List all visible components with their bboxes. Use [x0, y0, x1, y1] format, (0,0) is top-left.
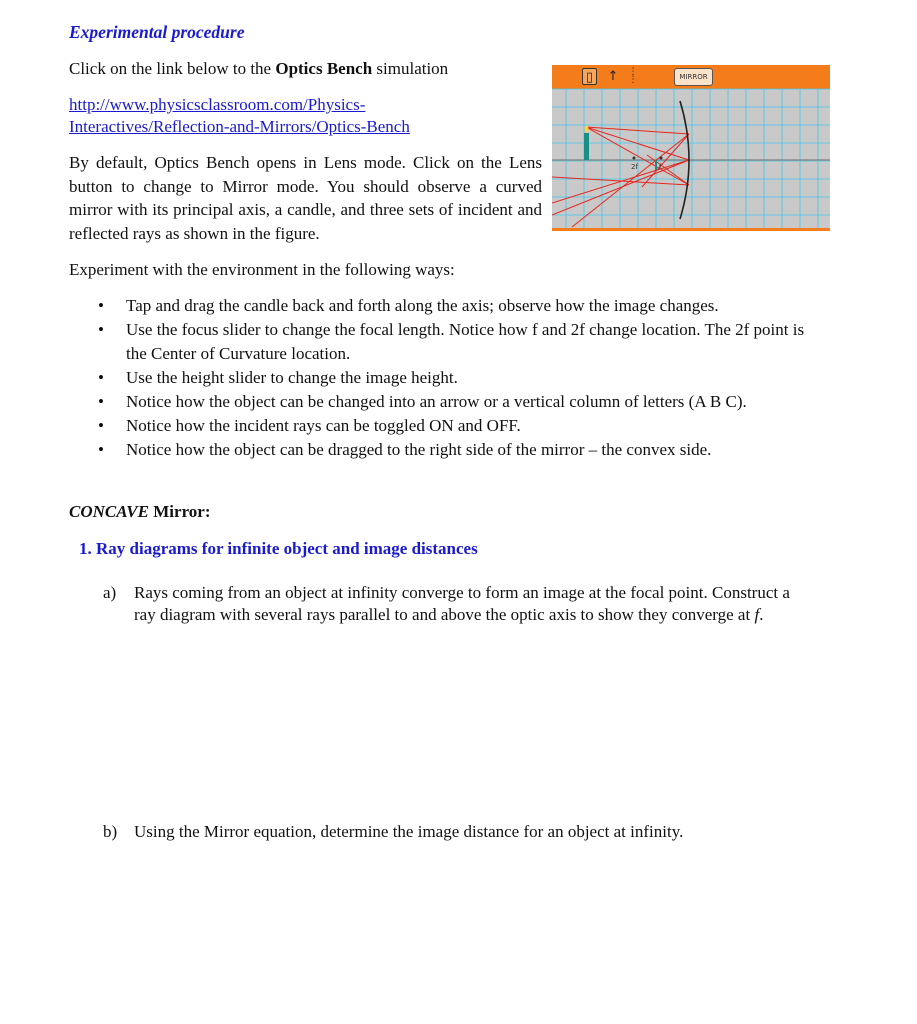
- simulation-link[interactable]: [69, 94, 410, 138]
- experiment-list: [95, 294, 815, 462]
- list-item: [95, 366, 815, 390]
- intro-suffix: simulation: [372, 59, 449, 78]
- question-a-label: a): [103, 583, 117, 602]
- 2f-label: 2f: [631, 163, 638, 171]
- list-item: [95, 414, 815, 438]
- simulation-link-line1[interactable]: http://www.physicsclassroom.com/Physics-: [69, 95, 366, 114]
- mirror-mode-button[interactable]: MIRROR: [674, 68, 713, 86]
- letters-object-icon[interactable]: ⋮ ⋮: [628, 67, 638, 85]
- rays: [552, 127, 689, 227]
- list-item-text: Notice how the object can be dragged to the right side of the mirror – the convex side.: [126, 440, 712, 459]
- list-item-text: Tap and drag the candle back and forth along the axis; observe how the image changes.: [126, 296, 719, 315]
- question-b-label: b): [103, 822, 118, 841]
- question-a-text: [134, 582, 803, 626]
- question-b-text: Using the Mirror equation, determine the image distance for an object at infinity.: [134, 822, 684, 841]
- bullet-icon: •: [98, 440, 104, 459]
- question-a: [103, 582, 803, 626]
- list-item-text: Notice how the incident rays can be toggled ON and OFF.: [126, 416, 521, 435]
- bullet-icon: •: [98, 368, 104, 387]
- concave-rest: Mirror:: [149, 502, 211, 521]
- list-item: [95, 390, 815, 414]
- list-item: [95, 438, 815, 462]
- simulation-link-line2[interactable]: Interactives/Reflection-and-Mirrors/Optics-Bench: [69, 117, 410, 136]
- arrow-object-icon[interactable]: ↑: [607, 69, 619, 84]
- question-a-text-main: Rays coming from an object at infinity converge to form an image at the focal point. Construct a ray diagram with several rays parallel to and above the optic axis to show they converge at: [134, 583, 790, 624]
- question-a-f: f: [754, 605, 760, 624]
- 2f-point: [633, 157, 636, 160]
- optics-bench-label: Optics Bench: [275, 59, 373, 78]
- concave-mirror-heading: [69, 501, 211, 523]
- optics-bench-figure: [552, 65, 830, 231]
- candle-image: [655, 160, 657, 170]
- list-item: [95, 294, 815, 318]
- list-item-text: Use the height slider to change the image height.: [126, 368, 458, 387]
- bullet-icon: •: [98, 320, 104, 339]
- intro-prefix: Click on the link below to the: [69, 59, 276, 78]
- f-point: [660, 157, 663, 160]
- list-item-text: Use the focus slider to change the focal length. Notice how f and 2f change location. The 2f point is the Center of Curvature location.: [126, 320, 805, 363]
- procedure-heading: Experimental procedure: [69, 22, 245, 42]
- f-label: f: [659, 163, 662, 171]
- section-1-title: 1. Ray diagrams for infinite object and image distances: [79, 539, 478, 558]
- bullet-icon: •: [98, 296, 104, 315]
- question-a-period: .: [759, 605, 764, 624]
- list-item-text: Notice how the object can be changed into an arrow or a vertical column of letters (A B C).: [126, 392, 747, 411]
- bullet-icon: •: [98, 416, 104, 435]
- list-item: [95, 318, 815, 366]
- bullet-icon: •: [98, 392, 104, 411]
- intro-line: [69, 58, 448, 80]
- concave-italic: CONCAVE: [69, 502, 149, 521]
- question-b: [103, 821, 803, 843]
- candle-flame: [585, 126, 589, 133]
- candle[interactable]: [584, 133, 589, 160]
- candle-object-icon[interactable]: ▯: [582, 68, 597, 85]
- intro-body: By default, Optics Bench opens in Lens mode. Click on the Lens button to change to Mirror mode. You should observe a curved mirror with its principal axis, a candle, and three sets of incident and reflected rays as shown in the figure.: [69, 153, 542, 243]
- optics-bench-canvas: [552, 65, 830, 231]
- bottom-bar: [552, 228, 830, 231]
- experiment-intro: Experiment with the environment in the following ways:: [69, 260, 455, 279]
